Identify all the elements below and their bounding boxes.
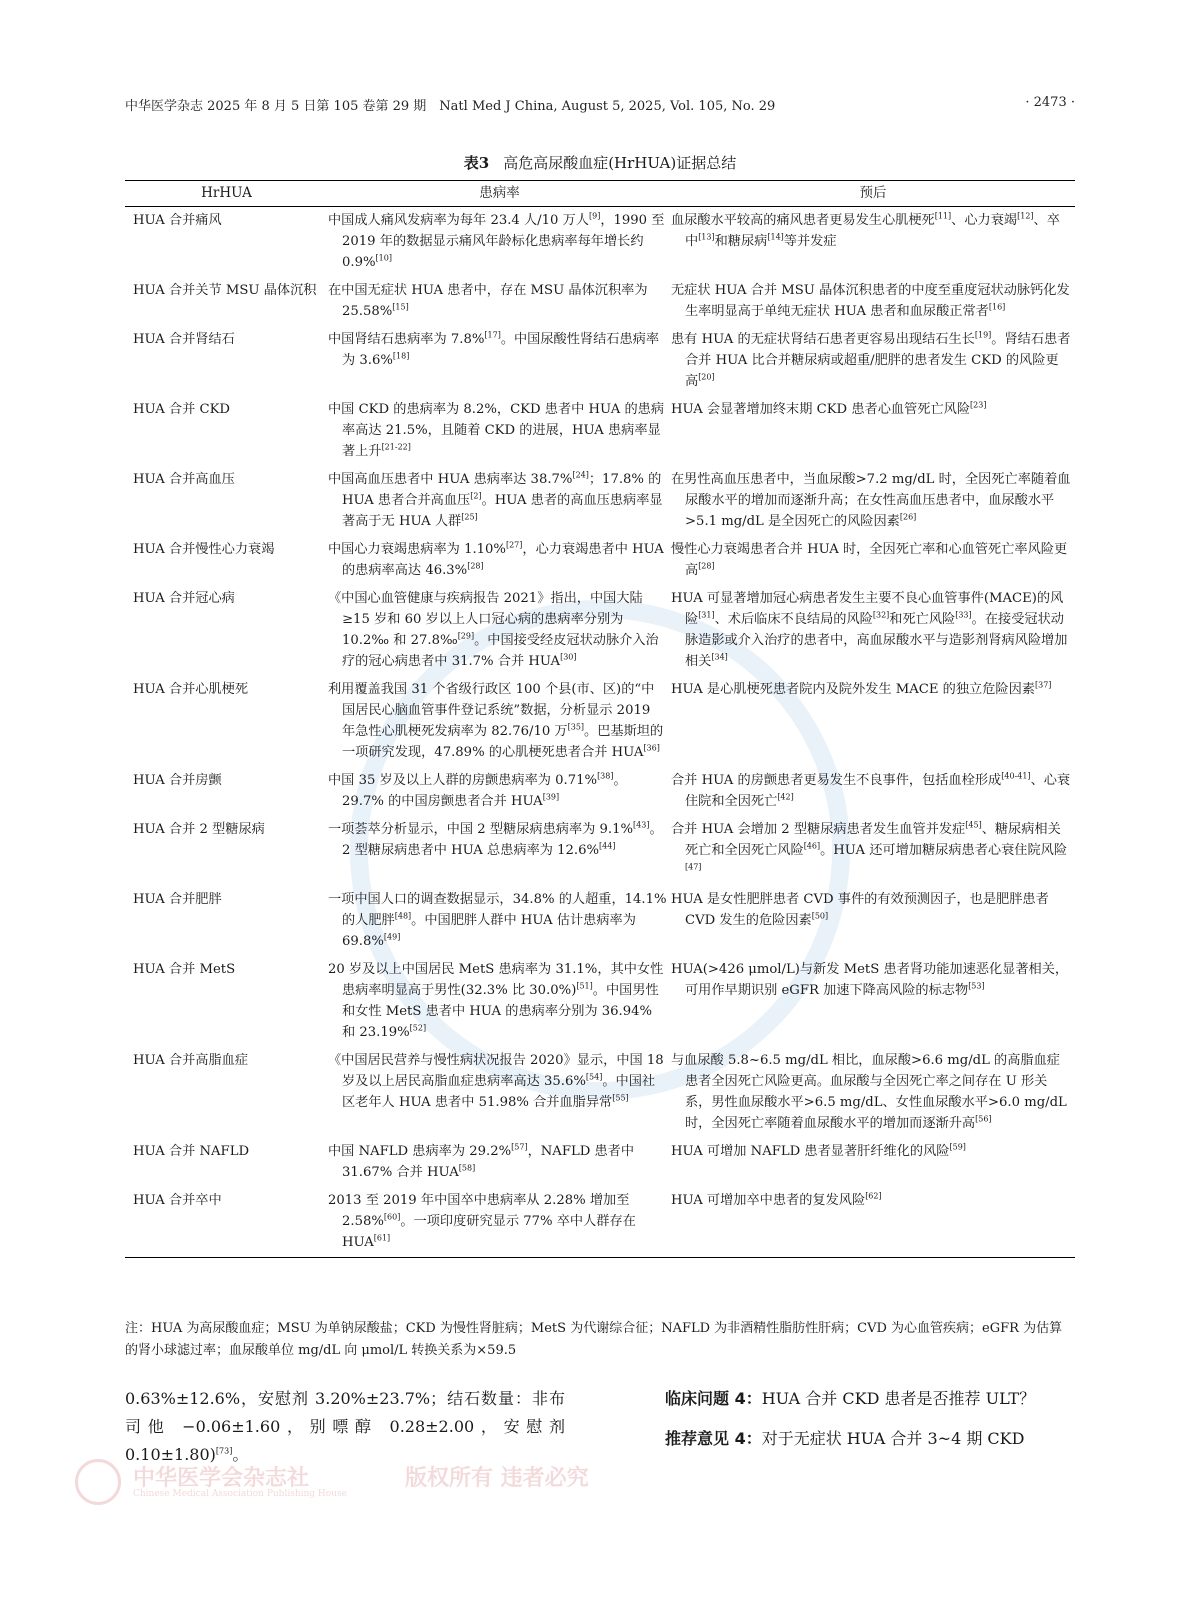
- reference-marker: [13]: [698, 232, 715, 242]
- running-header: [125, 95, 1075, 115]
- cell-text: 慢性心力衰竭患者合并 HUA 时，全因死亡率和心血管死亡率风险更高: [671, 542, 1068, 578]
- cell-text: 。中国尿酸性肾结石患病率为 3.6%: [342, 332, 660, 368]
- cell-text: 在男性高血压患者中，当血尿酸>7.2 mg/dL 时，全因死亡率随着血尿酸水平的增加而逐渐升高；在女性高血压患者中，血尿酸水平>5.1 mg/dL 是全因死亡的风险因素: [671, 472, 1071, 529]
- reference-marker: [61]: [373, 1233, 391, 1243]
- reference-marker: [31]: [698, 610, 715, 620]
- cell-text: 《中国居民营养与慢性病状况报告 2020》显示，中国 18 岁及以上居民高脂血症患病率高达 35.6%: [328, 1053, 664, 1089]
- prognosis-cell: [671, 1187, 1075, 1258]
- prevalence-cell: [328, 536, 671, 585]
- condition-cell: HUA 合并高血压: [133, 472, 235, 487]
- reference-marker: [40-41]: [1001, 771, 1031, 781]
- body-right-column: [633, 1385, 1075, 1453]
- table-header-row: [125, 181, 1075, 207]
- reference-marker: [56]: [975, 1114, 992, 1124]
- reference-marker: [57]: [511, 1142, 528, 1152]
- cell-text: 与血尿酸 5.8~6.5 mg/dL 相比，血尿酸>6.6 mg/dL 的高脂血症患者全因死亡风险更高。血尿酸与全因死亡率之间存在 U 形关系，男性血尿酸水平>6.5 mg/dL、女性血尿酸水平>6.0 mg/dL 时，全因死亡率随着血尿酸水平的增加而逐渐升高: [671, 1053, 1067, 1131]
- prevalence-cell: [328, 277, 671, 326]
- reference-marker: [50]: [811, 911, 829, 921]
- cell-text: 中国高血压患者中 HUA 患病率达 38.7%: [328, 472, 573, 487]
- condition-cell: HUA 合并 MetS: [133, 962, 236, 977]
- cell-text: HUA(>426 μmol/L)与新发 MetS 患者肾功能加速恶化显著相关，可用作早期识别 eGFR 加速下降高风险的标志物: [671, 962, 1069, 998]
- reference-marker: [51]: [576, 981, 593, 991]
- condition-cell: HUA 合并心肌梗死: [133, 682, 249, 697]
- cell-text: 中国肾结石患病率为 7.8%: [328, 332, 485, 347]
- col-header-prognosis: 预后: [671, 181, 1075, 207]
- reference-marker: [11]: [934, 211, 952, 221]
- body-left-end: 。: [232, 1445, 249, 1464]
- cell-text: 。巴基斯坦的一项研究发现，47.89% 的心肌梗死患者合并 HUA: [342, 724, 664, 760]
- cell-text: 2013 至 2019 年中国卒中患病率从 2.28% 增加至 2.58%: [328, 1193, 630, 1229]
- reference-marker: [23]: [970, 400, 987, 410]
- cell-text: HUA 是心肌梗死患者院内及院外发生 MACE 的独立危险因素: [671, 682, 1035, 697]
- col-header-hrhua: HrHUA: [125, 181, 328, 207]
- reference-marker: [30]: [560, 652, 577, 662]
- reference-marker: [18]: [392, 351, 410, 361]
- copyright-slogan: 版权所有 违者必究: [405, 1465, 589, 1491]
- prognosis-cell: [671, 676, 1075, 767]
- cell-text: 。中国接受经皮冠状动脉介入治疗的冠心病患者中 31.7% 合并 HUA: [342, 633, 659, 669]
- cell-text: ；17.8% 的 HUA 患者合并高血压: [342, 472, 662, 508]
- question-text: HUA 合并 CKD 患者是否推荐 ULT？: [761, 1389, 1036, 1408]
- cell-text: 和糖尿病: [714, 234, 768, 249]
- recommendation-text: 对于无症状 HUA 合并 3~4 期 CKD: [761, 1429, 1025, 1448]
- condition-cell: HUA 合并慢性心力衰竭: [133, 542, 275, 557]
- cell-text: 。HUA 还可增加糖尿病患者心衰住院风险: [820, 843, 1068, 858]
- body-left-ref: [73]: [215, 1446, 233, 1456]
- prognosis-cell: [671, 585, 1075, 676]
- table-row: [125, 676, 1075, 767]
- cell-text: 中国 CKD 的患病率为 8.2%，CKD 患者中 HUA 的患病率高达 21.5%，且随着 CKD 的进展，HUA 患病率显著上升: [328, 402, 665, 459]
- cell-text: 20 岁及以上中国居民 MetS 患病率为 31.1%，其中女性患病率明显高于男性(32.3% 比 30.0%): [328, 962, 664, 998]
- prevalence-cell: [328, 1047, 671, 1138]
- condition-cell: HUA 合并 CKD: [133, 402, 231, 417]
- reference-marker: [39]: [542, 792, 560, 802]
- table-row: [125, 326, 1075, 396]
- table-row: [125, 277, 1075, 326]
- cell-text: 《中国心血管健康与疾病报告 2021》指出，中国大陆≥15 岁和 60 岁以上人口冠心病的患病率分别为 10.2‰ 和 27.8‰: [328, 591, 643, 648]
- condition-cell: HUA 合并痛风: [133, 213, 222, 228]
- cell-text: 患有 HUA 的无症状肾结石患者更容易出现结石生长: [671, 332, 975, 347]
- reference-marker: [15]: [392, 302, 409, 312]
- reference-marker: [36]: [643, 743, 660, 753]
- reference-marker: [58]: [458, 1163, 476, 1173]
- table-label: 表3: [463, 154, 490, 172]
- prevalence-cell: [328, 396, 671, 466]
- cell-text: HUA 是女性肥胖患者 CVD 事件的有效预测因子，也是肥胖患者 CVD 发生的危险因素: [671, 892, 1049, 928]
- prognosis-cell: [671, 767, 1075, 816]
- table-row: [125, 207, 1075, 278]
- cell-text: 一项荟萃分析显示，中国 2 型糖尿病患病率为 9.1%: [328, 822, 634, 837]
- prevalence-cell: [328, 676, 671, 767]
- prevalence-cell: [328, 207, 671, 278]
- reference-marker: [46]: [803, 841, 821, 851]
- reference-marker: [62]: [865, 1191, 882, 1201]
- cell-text: 、心力衰竭: [951, 213, 1018, 228]
- table-footnote: 注：HUA 为高尿酸血症；MSU 为单钠尿酸盐；CKD 为慢性肾脏病；MetS 为代谢综合征；NAFLD 为非酒精性脂肪性肝病；CVD 为心血管疾病；eGFR 为估算的肾小球滤过率；血尿酸单位 mg/dL 向 μmol/L 转换关系为×59.5: [125, 1321, 1063, 1358]
- cell-text: HUA 会显著增加终末期 CKD 患者心血管死亡风险: [671, 402, 971, 417]
- reference-marker: [48]: [394, 911, 412, 921]
- cell-text: 。29.7% 的中国房颤患者合并 HUA: [342, 773, 627, 809]
- reference-marker: [12]: [1017, 211, 1034, 221]
- reference-marker: [28]: [467, 561, 484, 571]
- prevalence-cell: [328, 466, 671, 536]
- journal-citation: 中华医学杂志 2025 年 8 月 5 日第 105 卷第 29 期 Natl Med J China, August 5, 2025, Vol. 105, No. 29: [125, 99, 776, 114]
- reference-marker: [16]: [988, 302, 1006, 312]
- reference-marker: [26]: [899, 512, 917, 522]
- table-row: [125, 956, 1075, 1047]
- reference-marker: [60]: [383, 1212, 401, 1222]
- prevalence-cell: [328, 1187, 671, 1258]
- table-row: [125, 536, 1075, 585]
- reference-marker: [38]: [597, 771, 614, 781]
- cell-text: 中国 35 岁及以上人群的房颤患病率为 0.71%: [328, 773, 598, 788]
- cell-text: 和死亡风险: [889, 612, 956, 627]
- cell-text: 。肾结石患者合并 HUA 比合并糖尿病或超重/肥胖的患者发生 CKD 的风险更高: [685, 332, 1071, 389]
- prevalence-cell: [328, 585, 671, 676]
- prognosis-cell: [671, 277, 1075, 326]
- publisher-name-en: Chinese Medical Association Publishing House: [133, 1489, 347, 1499]
- condition-cell: HUA 合并卒中: [125, 1187, 328, 1258]
- cell-text: 中国心力衰竭患病率为 1.10%: [328, 542, 506, 557]
- cell-text: 在中国无症状 HUA 患者中，存在 MSU 晶体沉积率为 25.58%: [328, 283, 648, 319]
- cell-text: 。一项印度研究显示 77% 卒中人群存在 HUA: [342, 1214, 636, 1250]
- body-left-text: 0.63%±12.6%，安慰剂 3.20%±23.7%；结石数量：非布司他 −0.06±1.60，别嘌醇 0.28±2.00，安慰剂 0.10±1.80): [125, 1389, 565, 1464]
- page-number: · 2473 ·: [1025, 95, 1075, 110]
- condition-cell: HUA 合并肾结石: [133, 332, 235, 347]
- cell-text: 。HUA 患者的高血压患病率显著高于无 HUA 人群: [342, 493, 663, 529]
- evidence-table: [125, 180, 1075, 1258]
- prognosis-cell: [671, 816, 1075, 886]
- cell-text: 合并 HUA 会增加 2 型糖尿病患者发生血管并发症: [671, 822, 966, 837]
- reference-marker: [33]: [955, 610, 972, 620]
- condition-cell: HUA 合并关节 MSU 晶体沉积: [133, 283, 317, 298]
- col-header-prevalence: 患病率: [328, 181, 671, 207]
- reference-marker: [21-22]: [381, 442, 411, 452]
- reference-marker: [52]: [409, 1023, 427, 1033]
- prognosis-cell: [671, 1047, 1075, 1138]
- reference-marker: [54]: [585, 1072, 603, 1082]
- prognosis-cell: [671, 536, 1075, 585]
- reference-marker: [2]: [470, 491, 482, 501]
- reference-marker: [55]: [612, 1093, 629, 1103]
- reference-marker: [25]: [461, 512, 478, 522]
- reference-marker: [20]: [698, 372, 715, 382]
- cell-text: 。中国男性和女性 MetS 患者中 HUA 的患病率分别为 36.94% 和 23.19%: [342, 983, 659, 1040]
- table-row: [125, 1187, 1075, 1258]
- cell-text: HUA 可增加 NAFLD 患者显著肝纤维化的风险: [671, 1144, 950, 1159]
- reference-marker: [28]: [698, 561, 715, 571]
- cell-text: ，心力衰竭患者中 HUA 的患病率高达 46.3%: [342, 542, 664, 578]
- reference-marker: [44]: [599, 841, 616, 851]
- reference-marker: [43]: [633, 820, 650, 830]
- cell-text: 无症状 HUA 合并 MSU 晶体沉积患者的中度至重度冠状动脉钙化发生率明显高于单纯无症状 HUA 患者和血尿酸正常者: [671, 283, 1070, 319]
- cell-text: HUA 可增加卒中患者的复发风险: [671, 1193, 866, 1208]
- reference-marker: [19]: [974, 330, 992, 340]
- question-label: 临床问题 4：: [665, 1389, 762, 1408]
- condition-cell: HUA 合并 2 型糖尿病: [133, 822, 265, 837]
- cell-text: 血尿酸水平较高的痛风患者更易发生心肌梗死: [671, 213, 935, 228]
- reference-marker: [10]: [375, 253, 392, 263]
- cell-text: 。中国肥胖人群中 HUA 估计患病率为 69.8%: [342, 913, 636, 949]
- prognosis-cell: [671, 326, 1075, 396]
- table-row: [125, 886, 1075, 956]
- reference-marker: [9]: [588, 211, 601, 221]
- cell-text: 中国成人痛风发病率为每年 23.4 人/10 万人: [328, 213, 589, 228]
- prognosis-cell: [671, 396, 1075, 466]
- reference-marker: [53]: [968, 981, 985, 991]
- reference-marker: [45]: [965, 820, 982, 830]
- cell-text: ，NAFLD 患者中 31.67% 合并 HUA: [342, 1144, 635, 1180]
- prevalence-cell: [328, 767, 671, 816]
- cell-text: 、卒中: [685, 213, 1060, 249]
- reference-marker: [37]: [1035, 680, 1052, 690]
- prognosis-cell: [671, 1138, 1075, 1187]
- cell-text: 、糖尿病相关死亡和全因死亡风险: [685, 822, 1061, 858]
- recommendation-label: 推荐意见 4：: [665, 1429, 762, 1448]
- table-row: [125, 816, 1075, 886]
- reference-marker: [17]: [484, 330, 501, 340]
- table-title: [125, 152, 1075, 173]
- reference-marker: [47]: [685, 862, 702, 872]
- table-row: [125, 1047, 1075, 1138]
- cell-text: 。中国社区老年人 HUA 患者中 51.98% 合并血脂异常: [342, 1074, 656, 1110]
- prognosis-cell: [671, 207, 1075, 278]
- reference-marker: [42]: [777, 792, 794, 802]
- cell-text: 一项中国人口的调查数据显示，34.8% 的人超重，14.1% 的人肥胖: [328, 892, 667, 928]
- cell-text: 中国 NAFLD 患病率为 29.2%: [328, 1144, 512, 1159]
- prevalence-cell: [328, 1138, 671, 1187]
- cell-text: ，1990 至 2019 年的数据显示痛风年龄标化患病率每年增长约 0.9%: [342, 213, 665, 270]
- condition-cell: HUA 合并高脂血症: [133, 1053, 249, 1068]
- reference-marker: [59]: [949, 1142, 966, 1152]
- prevalence-cell: [328, 886, 671, 956]
- publisher-seal-icon: [75, 1459, 121, 1505]
- cell-text: 、术后临床不良结局的风险: [714, 612, 873, 627]
- body-left-column: [125, 1385, 565, 1469]
- reference-marker: [24]: [572, 470, 589, 480]
- clinical-question: [633, 1385, 1075, 1413]
- cell-text: 。在接受冠状动脉造影或介入治疗的患者中，高血尿酸水平与造影剂肾病风险增加相关: [685, 612, 1068, 669]
- prevalence-cell: [328, 956, 671, 1047]
- reference-marker: [35]: [567, 722, 585, 732]
- table-row: [125, 1138, 1075, 1187]
- cell-text: 。2 型糖尿病患者中 HUA 总患病率为 12.6%: [342, 822, 663, 858]
- reference-marker: [29]: [457, 631, 475, 641]
- reference-marker: [49]: [383, 932, 401, 942]
- condition-cell: HUA 合并冠心病: [133, 591, 235, 606]
- prognosis-cell: [671, 956, 1075, 1047]
- reference-marker: [34]: [711, 652, 728, 662]
- condition-cell: HUA 合并房颤: [133, 773, 222, 788]
- recommendation: [633, 1425, 1075, 1453]
- condition-cell: HUA 合并 NAFLD: [133, 1144, 250, 1159]
- table-caption: 高危高尿酸血症(HrHUA)证据总结: [503, 154, 737, 172]
- condition-cell: HUA 合并肥胖: [133, 892, 222, 907]
- publisher-name: 中华医学会杂志社: [133, 1465, 310, 1491]
- prognosis-cell: [671, 466, 1075, 536]
- prevalence-cell: [328, 816, 671, 886]
- reference-marker: [32]: [872, 610, 890, 620]
- table-row: [125, 396, 1075, 466]
- reference-marker: [14]: [767, 232, 784, 242]
- cell-text: 等并发症: [783, 234, 837, 249]
- cell-text: HUA 可显著增加冠心病患者发生主要不良心血管事件(MACE)的风险: [671, 591, 1064, 627]
- table-row: [125, 466, 1075, 536]
- table-row: [125, 767, 1075, 816]
- reference-marker: [27]: [505, 540, 523, 550]
- prevalence-cell: [328, 326, 671, 396]
- cell-text: 、心衰住院和全因死亡: [685, 773, 1071, 809]
- cell-text: 利用覆盖我国 31 个省级行政区 100 个县(市、区)的“中国居民心脑血管事件登记系统”数据，分析显示 2019 年急性心肌梗死发病率为 82.76/10 万: [328, 682, 655, 739]
- cell-text: 合并 HUA 的房颤患者更易发生不良事件，包括血栓形成: [671, 773, 1002, 788]
- table-row: [125, 585, 1075, 676]
- prognosis-cell: [671, 886, 1075, 956]
